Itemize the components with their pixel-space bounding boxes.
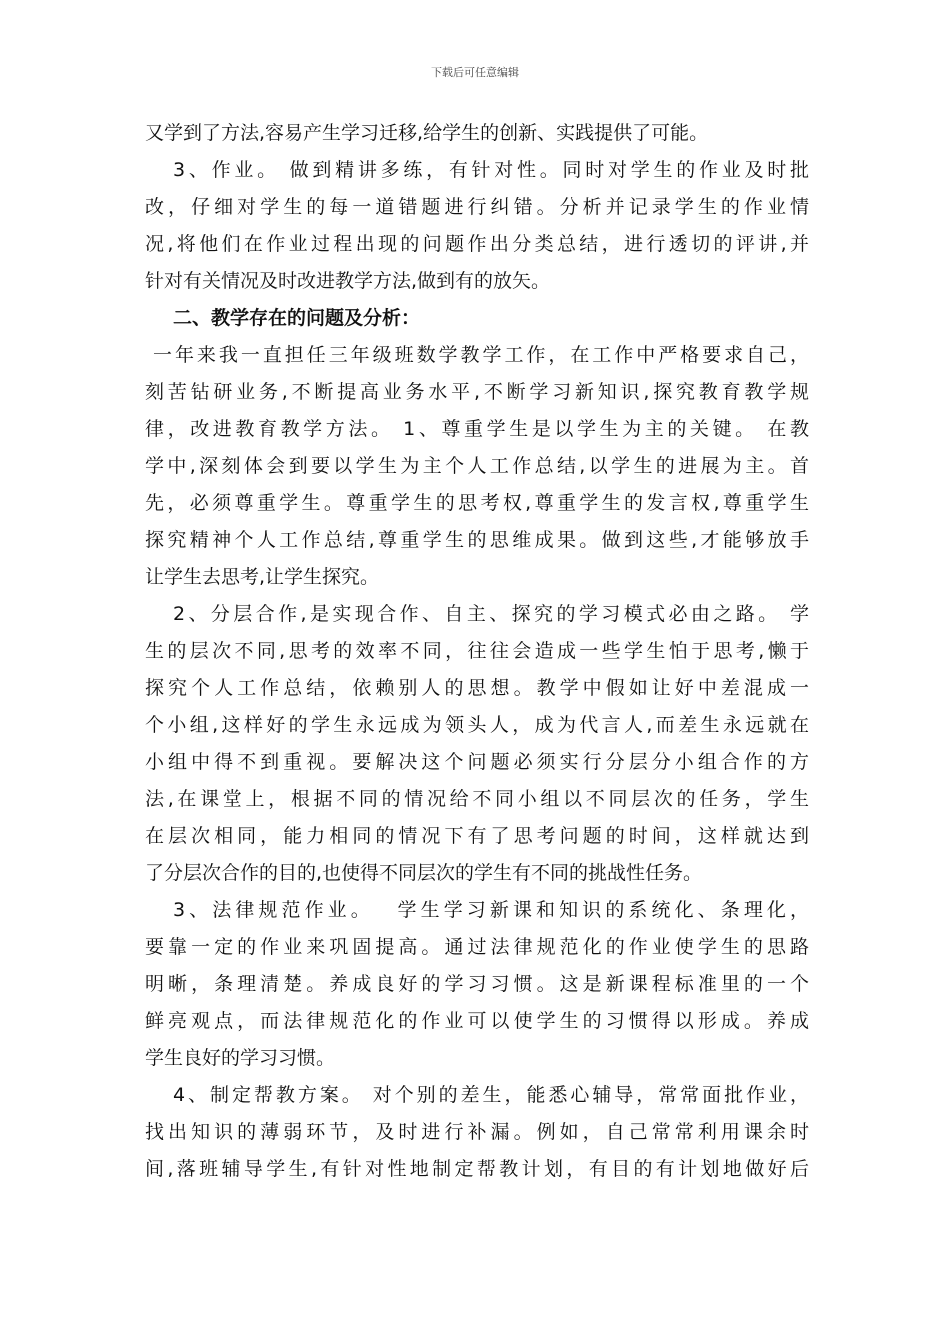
text-line: 刻苦钻研业务,不断提高业务水平,不断学习新知识,探究教育教学规	[145, 381, 809, 403]
text-line: 法,在课堂上，根据不同的情况给不同小组以不同层次的任务，学生	[145, 788, 809, 810]
text-line: 4、制定帮教方案。 对个别的差生，能悉心辅导，常常面批作业，	[173, 1084, 809, 1106]
text-line: 要靠一定的作业来巩固提高。通过法律规范化的作业使学生的思路	[145, 936, 809, 958]
text-line: 先，必须尊重学生。尊重学生的思考权,尊重学生的发言权,尊重学生	[145, 492, 809, 514]
section-heading: 二、教学存在的问题及分析：	[173, 307, 421, 329]
text-line: 了分层次合作的目的,也使得不同层次的学生有不同的挑战性任务。	[145, 862, 703, 884]
text-line: 明晰，条理清楚。养成良好的学习习惯。这是新课程标准里的一个	[145, 973, 809, 995]
text-line: 个小组,这样好的学生永远成为领头人，成为代言人,而差生永远就在	[145, 714, 809, 736]
text-line: 又学到了方法,容易产生学习迁移,给学生的创新、实践提供了可能。	[145, 122, 709, 144]
text-line: 在层次相同，能力相同的情况下有了思考问题的时间，这样就达到	[145, 825, 809, 847]
text-line: 3、作业。 做到精讲多练，有针对性。同时对学生的作业及时批	[173, 159, 809, 181]
text-line: 律，改进教育教学方法。 1、尊重学生是以学生为主的关键。 在教	[145, 418, 809, 440]
text-line: 2、分层合作,是实现合作、自主、探究的学习模式必由之路。 学	[173, 603, 809, 625]
text-line: 生的层次不同,思考的效率不同，往往会造成一些学生怕于思考,懒于	[145, 640, 809, 662]
text-line: 让学生去思考,让学生探究。	[145, 566, 380, 588]
text-line: 学中,深刻体会到要以学生为主个人工作总结,以学生的进展为主。首	[145, 455, 809, 477]
document-body	[145, 115, 809, 1188]
text-line: 一年来我一直担任三年级班数学教学工作，在工作中严格要求自己，	[153, 344, 809, 366]
text-line: 学生良好的学习习惯。	[145, 1047, 336, 1069]
text-line: 鲜亮观点，而法律规范化的作业可以使学生的习惯得以形成。养成	[145, 1010, 809, 1032]
text-line: 找出知识的薄弱环节，及时进行补漏。例如，自己常常利用课余时	[145, 1121, 809, 1143]
page-header: 下载后可任意编辑	[431, 66, 519, 79]
text-line: 3、法律规范作业。 学生学习新课和知识的系统化、条理化，	[173, 899, 809, 921]
text-line: 针对有关情况及时改进教学方法,做到有的放矢。	[145, 270, 551, 292]
text-line: 探究精神个人工作总结,尊重学生的思维成果。做到这些,才能够放手	[145, 529, 809, 551]
text-line: 改，仔细对学生的每一道错题进行纠错。分析并记录学生的作业情	[145, 196, 809, 218]
text-line: 小组中得不到重视。要解决这个问题必须实行分层分小组合作的方	[145, 751, 809, 773]
text-line: 探究个人工作总结，依赖别人的思想。教学中假如让好中差混成一	[145, 677, 809, 699]
text-line: 间,落班辅导学生,有针对性地制定帮教计划，有目的有计划地做好后	[145, 1158, 809, 1180]
text-line: 况,将他们在作业过程出现的问题作出分类总结，进行透切的评讲,并	[145, 233, 809, 255]
